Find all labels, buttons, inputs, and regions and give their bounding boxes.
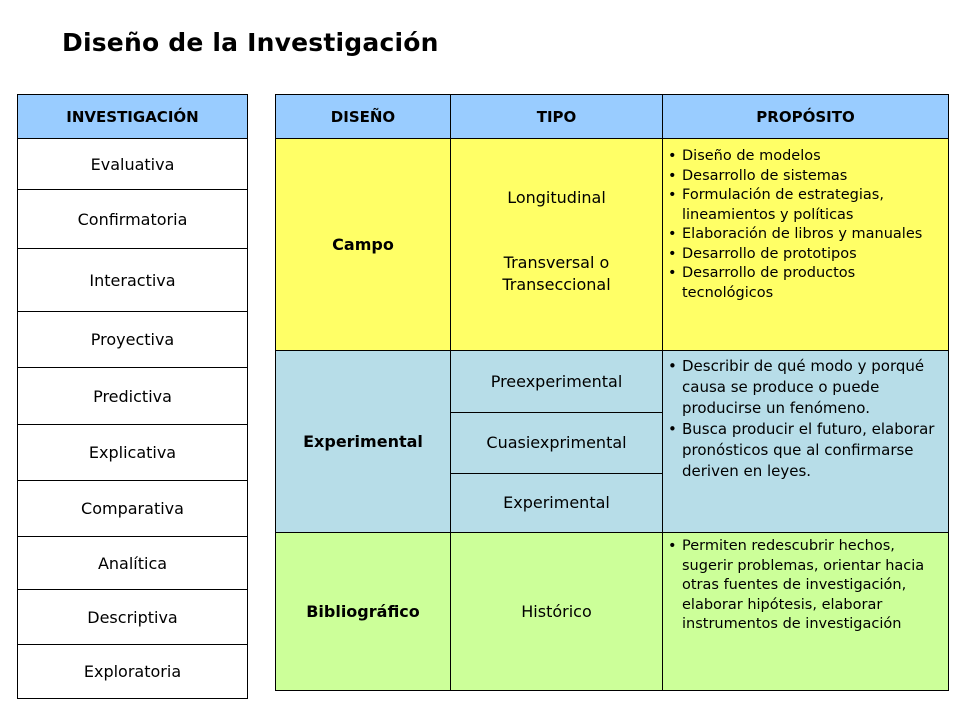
proposito-item: • Permiten redescubrir hechos, sugerir problemas, orientar hacia otras fuentes de investigación, elaborar hipótesis, elaborar instrumentos de investigación [682,537,944,635]
proposito-item: • Desarrollo de prototipos [682,245,944,265]
header-proposito: PROPÓSITO [662,95,948,139]
investigacion-item: Evaluativa [18,138,247,189]
diseno-bibliografico: Bibliográfico [276,532,450,690]
investigacion-header: INVESTIGACIÓN [18,94,247,138]
proposito-item: • Describir de qué modo y porqué causa se produce o puede producirse un fenómeno. [682,356,944,419]
investigacion-item: Proyectiva [18,311,247,367]
investigacion-item: Analítica [18,536,247,589]
header-tipo: TIPO [450,95,662,139]
investigacion-item: Descriptiva [18,589,247,644]
investigacion-item: Comparativa [18,480,247,536]
proposito-item: • Elaboración de libros y manuales [682,225,944,245]
proposito-experimental [662,350,948,532]
header-diseno: DISEÑO [276,95,450,139]
proposito-item: • Busca producir el futuro, elaborar pronósticos que al confirmarse deriven en leyes. [682,419,944,482]
investigacion-item: Predictiva [18,367,247,424]
diseno-table [275,94,949,691]
investigacion-table [17,94,248,699]
proposito-item: • Diseño de modelos [682,147,944,167]
tipo-longitudinal: Longitudinal [507,188,606,207]
proposito-item: • Desarrollo de productos tecnológicos [682,264,944,303]
investigacion-item: Confirmatoria [18,189,247,248]
proposito-campo [662,139,948,350]
proposito-item: • Desarrollo de sistemas [682,167,944,187]
proposito-item: • Formulación de estrategias, lineamientos y políticas [682,186,944,225]
diseno-campo: Campo [276,139,450,350]
investigacion-item: Exploratoria [18,644,247,698]
diseno-experimental: Experimental [276,350,450,532]
tipo-experimental: Experimental [450,473,662,532]
proposito-bibliografico [662,532,948,690]
tipo-cuasiexperimental: Cuasiexprimental [450,412,662,473]
page-title: Diseño de la Investigación [62,28,439,57]
tipo-preexperimental: Preexperimental [450,350,662,412]
investigacion-item: Interactiva [18,248,247,311]
investigacion-item: Explicativa [18,424,247,480]
tipo-historico: Histórico [450,532,662,690]
tipo-campo-cell [450,139,662,350]
tipo-transversal: Transversal o Transeccional [502,253,611,294]
